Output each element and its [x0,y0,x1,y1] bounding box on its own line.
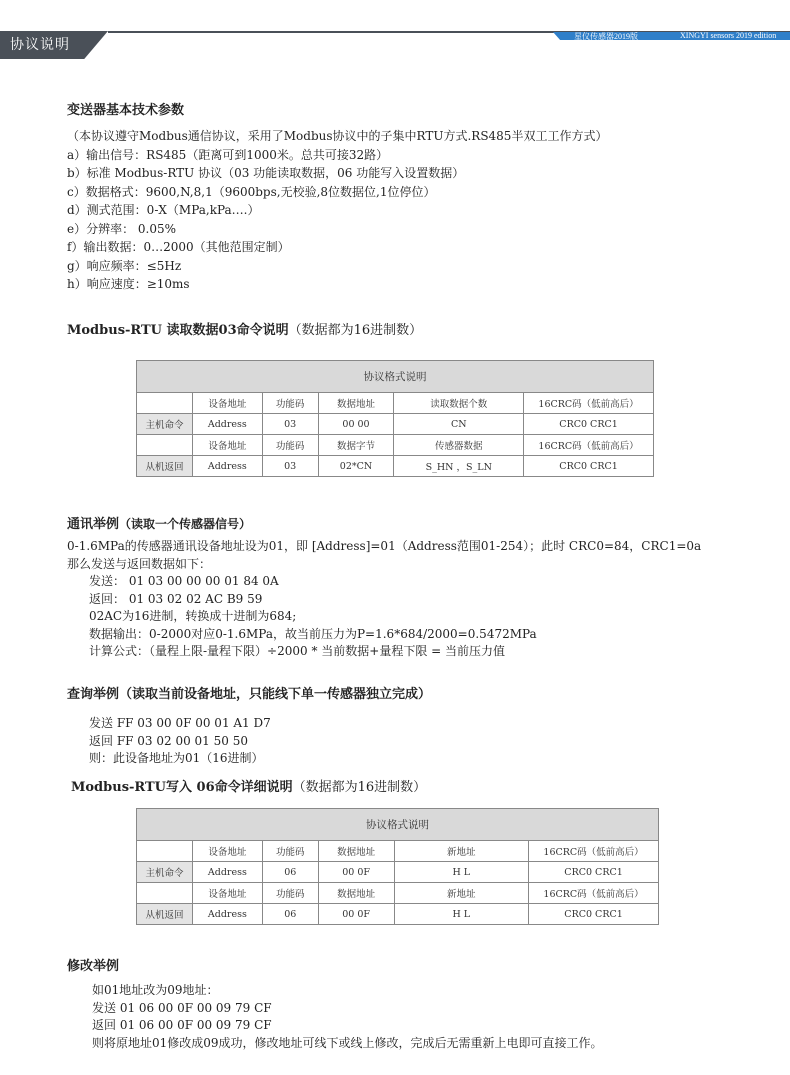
query-line: 则：此设备地址为01（16进制） [89,751,264,765]
table-cell: 数据地址 [318,883,394,904]
table-cell [137,883,193,904]
modify-line: 如01地址改为09地址： [92,983,219,997]
table-row [137,435,654,456]
table-caption: 协议格式说明 [137,809,659,841]
table-cell: S_HN ，S_LN [394,456,524,477]
read03-heading [67,319,422,338]
table-cell: 数据地址 [318,393,394,414]
table-cell: 03 [262,456,318,477]
table-cell: Address [192,904,262,925]
table-cell: 数据地址 [318,841,394,862]
modify-line: 返回 01 06 00 0F 00 09 79 CF [92,1018,272,1032]
table-cell: 16CRC码（低前高后） [524,393,654,414]
query-line: 返回 FF 03 02 00 01 50 50 [89,733,248,748]
table-cell: Address [192,414,262,435]
table-cell [137,393,193,414]
header-subtitle-en: XINGYI sensors 2019 edition [680,31,777,40]
table-cell: 02*CN [318,456,394,477]
query-body [89,715,271,768]
table-cell: CRC0 CRC1 [529,862,659,883]
table-cell: Address [192,456,262,477]
header-subtitle-cn: 星仪传感器2019版 [574,32,638,41]
table-cell: Address [192,862,262,883]
example1-heading-note: （读取一个传感器信号） [119,517,252,531]
example1-heading [67,513,251,532]
table-row [137,414,654,435]
table-cell: 设备地址 [192,435,262,456]
table-cell: 16CRC码（低前高后） [529,841,659,862]
table-cell: 03 [262,414,318,435]
table-cell: 设备地址 [192,393,262,414]
table-cell: 功能码 [262,841,318,862]
table-cell: 功能码 [262,883,318,904]
table-cell: 设备地址 [192,883,262,904]
modify-heading: 修改举例 [67,959,120,974]
example1-line: 数据输出：0-2000对应0-1.6MPa，故当前压力为P=1.6*684/2000=0.5472MPa [89,626,537,641]
example1-line: 02AC为16进制，转换成十进制为684; [89,609,297,623]
params-section [67,99,184,118]
params-line: c）数据格式：9600,N,8,1（9600bps,无校验,8位数据位,1位停位） [67,184,436,199]
params-line: h）响应速度：≥10ms [67,277,190,291]
table-cell: H L [394,904,529,925]
write06-table [136,808,659,925]
read03-heading-text: Modbus-RTU 读取数据03命令说明 [67,323,289,338]
table-cell: CRC0 CRC1 [524,456,654,477]
write06-heading [71,776,426,795]
params-line: a）输出信号：RS485（距离可到1000米。总共可接32路） [67,147,389,162]
table-row [137,393,654,414]
example1-line: 返回： 01 03 02 02 AC B9 59 [89,591,263,606]
params-heading: 变送器基本技术参数 [67,103,185,118]
table-caption: 协议格式说明 [137,361,654,393]
table-cell: 设备地址 [192,841,262,862]
table-cell: CRC0 CRC1 [529,904,659,925]
table-row-label: 从机返回 [137,456,193,477]
table-cell [137,435,193,456]
query-section [67,683,431,702]
write06-heading-text: Modbus-RTU写入 06命令详细说明 [71,780,293,795]
table-cell: 16CRC码（低前高后） [529,883,659,904]
example1-intro: 那么发送与返回数据如下： [67,556,212,571]
write06-section [71,776,426,795]
table-cell: 16CRC码（低前高后） [524,435,654,456]
params-line: d）测式范围：0-X（MPa,kPa….） [67,203,260,217]
table-row-label: 主机命令 [137,414,193,435]
modify-section [67,955,119,974]
table-row [137,883,659,904]
example1-section [67,513,251,532]
table-row [137,841,659,862]
read03-table [136,360,654,477]
example1-intro: 0-1.6MPa的传感器通讯设备地址设为01，即 [Address]=01（Address范围01-254）；此时 CRC0=84，CRC1=0a [67,539,702,553]
params-line: g）响应频率：≤5Hz [67,258,182,273]
table-row [137,862,659,883]
table-row [137,904,659,925]
example1-body [67,538,701,661]
write06-heading-note: （数据都为16进制数） [292,780,427,795]
params-list [67,127,607,294]
example1-line: 发送： 01 03 00 00 00 01 84 0A [89,574,279,588]
table-cell: 读取数据个数 [394,393,524,414]
params-line: （本协议遵守Modbus通信协议，采用了Modbus协议中的子集中RTU方式.RS485半双工工作方式） [67,129,608,143]
table-cell: 00 0F [318,862,394,883]
query-line: 发送 FF 03 00 0F 00 01 A1 D7 [89,716,271,730]
table-cell [137,841,193,862]
table-cell: H L [394,862,529,883]
params-line: b）标准 Modbus-RTU 协议（03 功能读取数据，06 功能写入设置数据） [67,166,465,180]
example1-line: 计算公式：（量程上限-量程下限）÷2000 * 当前数据+量程下限 = 当前压力值 [89,644,506,658]
query-heading: 查询举例（读取当前设备地址，只能线下单一传感器独立完成） [67,687,432,702]
modify-line: 则将原地址01修改成09成功，修改地址可线下或线上修改，完成后无需重新上电即可直接工作。 [92,1035,603,1050]
table-cell: 00 00 [318,414,394,435]
table-cell: CN [394,414,524,435]
example1-heading-text: 通讯举例 [67,517,120,532]
modify-body [92,982,603,1052]
table-cell: 新地址 [394,883,529,904]
table-cell: 数据字节 [318,435,394,456]
table-cell: CRC0 CRC1 [524,414,654,435]
page-header [0,0,790,60]
params-line: e）分辨率： 0.05% [67,221,177,236]
table-row [137,456,654,477]
table-cell: 新地址 [394,841,529,862]
table-row-label: 主机命令 [137,862,193,883]
read03-section [67,319,422,338]
page-title: 协议说明 [10,37,70,53]
params-line: f）输出数据：0…2000（其他范围定制） [67,240,290,254]
table-cell: 功能码 [262,435,318,456]
modify-line: 发送 01 06 00 0F 00 09 79 CF [92,1000,272,1015]
read03-heading-note: （数据都为16进制数） [288,323,423,338]
table-cell: 功能码 [262,393,318,414]
table-cell: 传感器数据 [394,435,524,456]
table-cell: 06 [262,862,318,883]
table-cell: 06 [262,904,318,925]
table-row-label: 从机返回 [137,904,193,925]
table-cell: 00 0F [318,904,394,925]
